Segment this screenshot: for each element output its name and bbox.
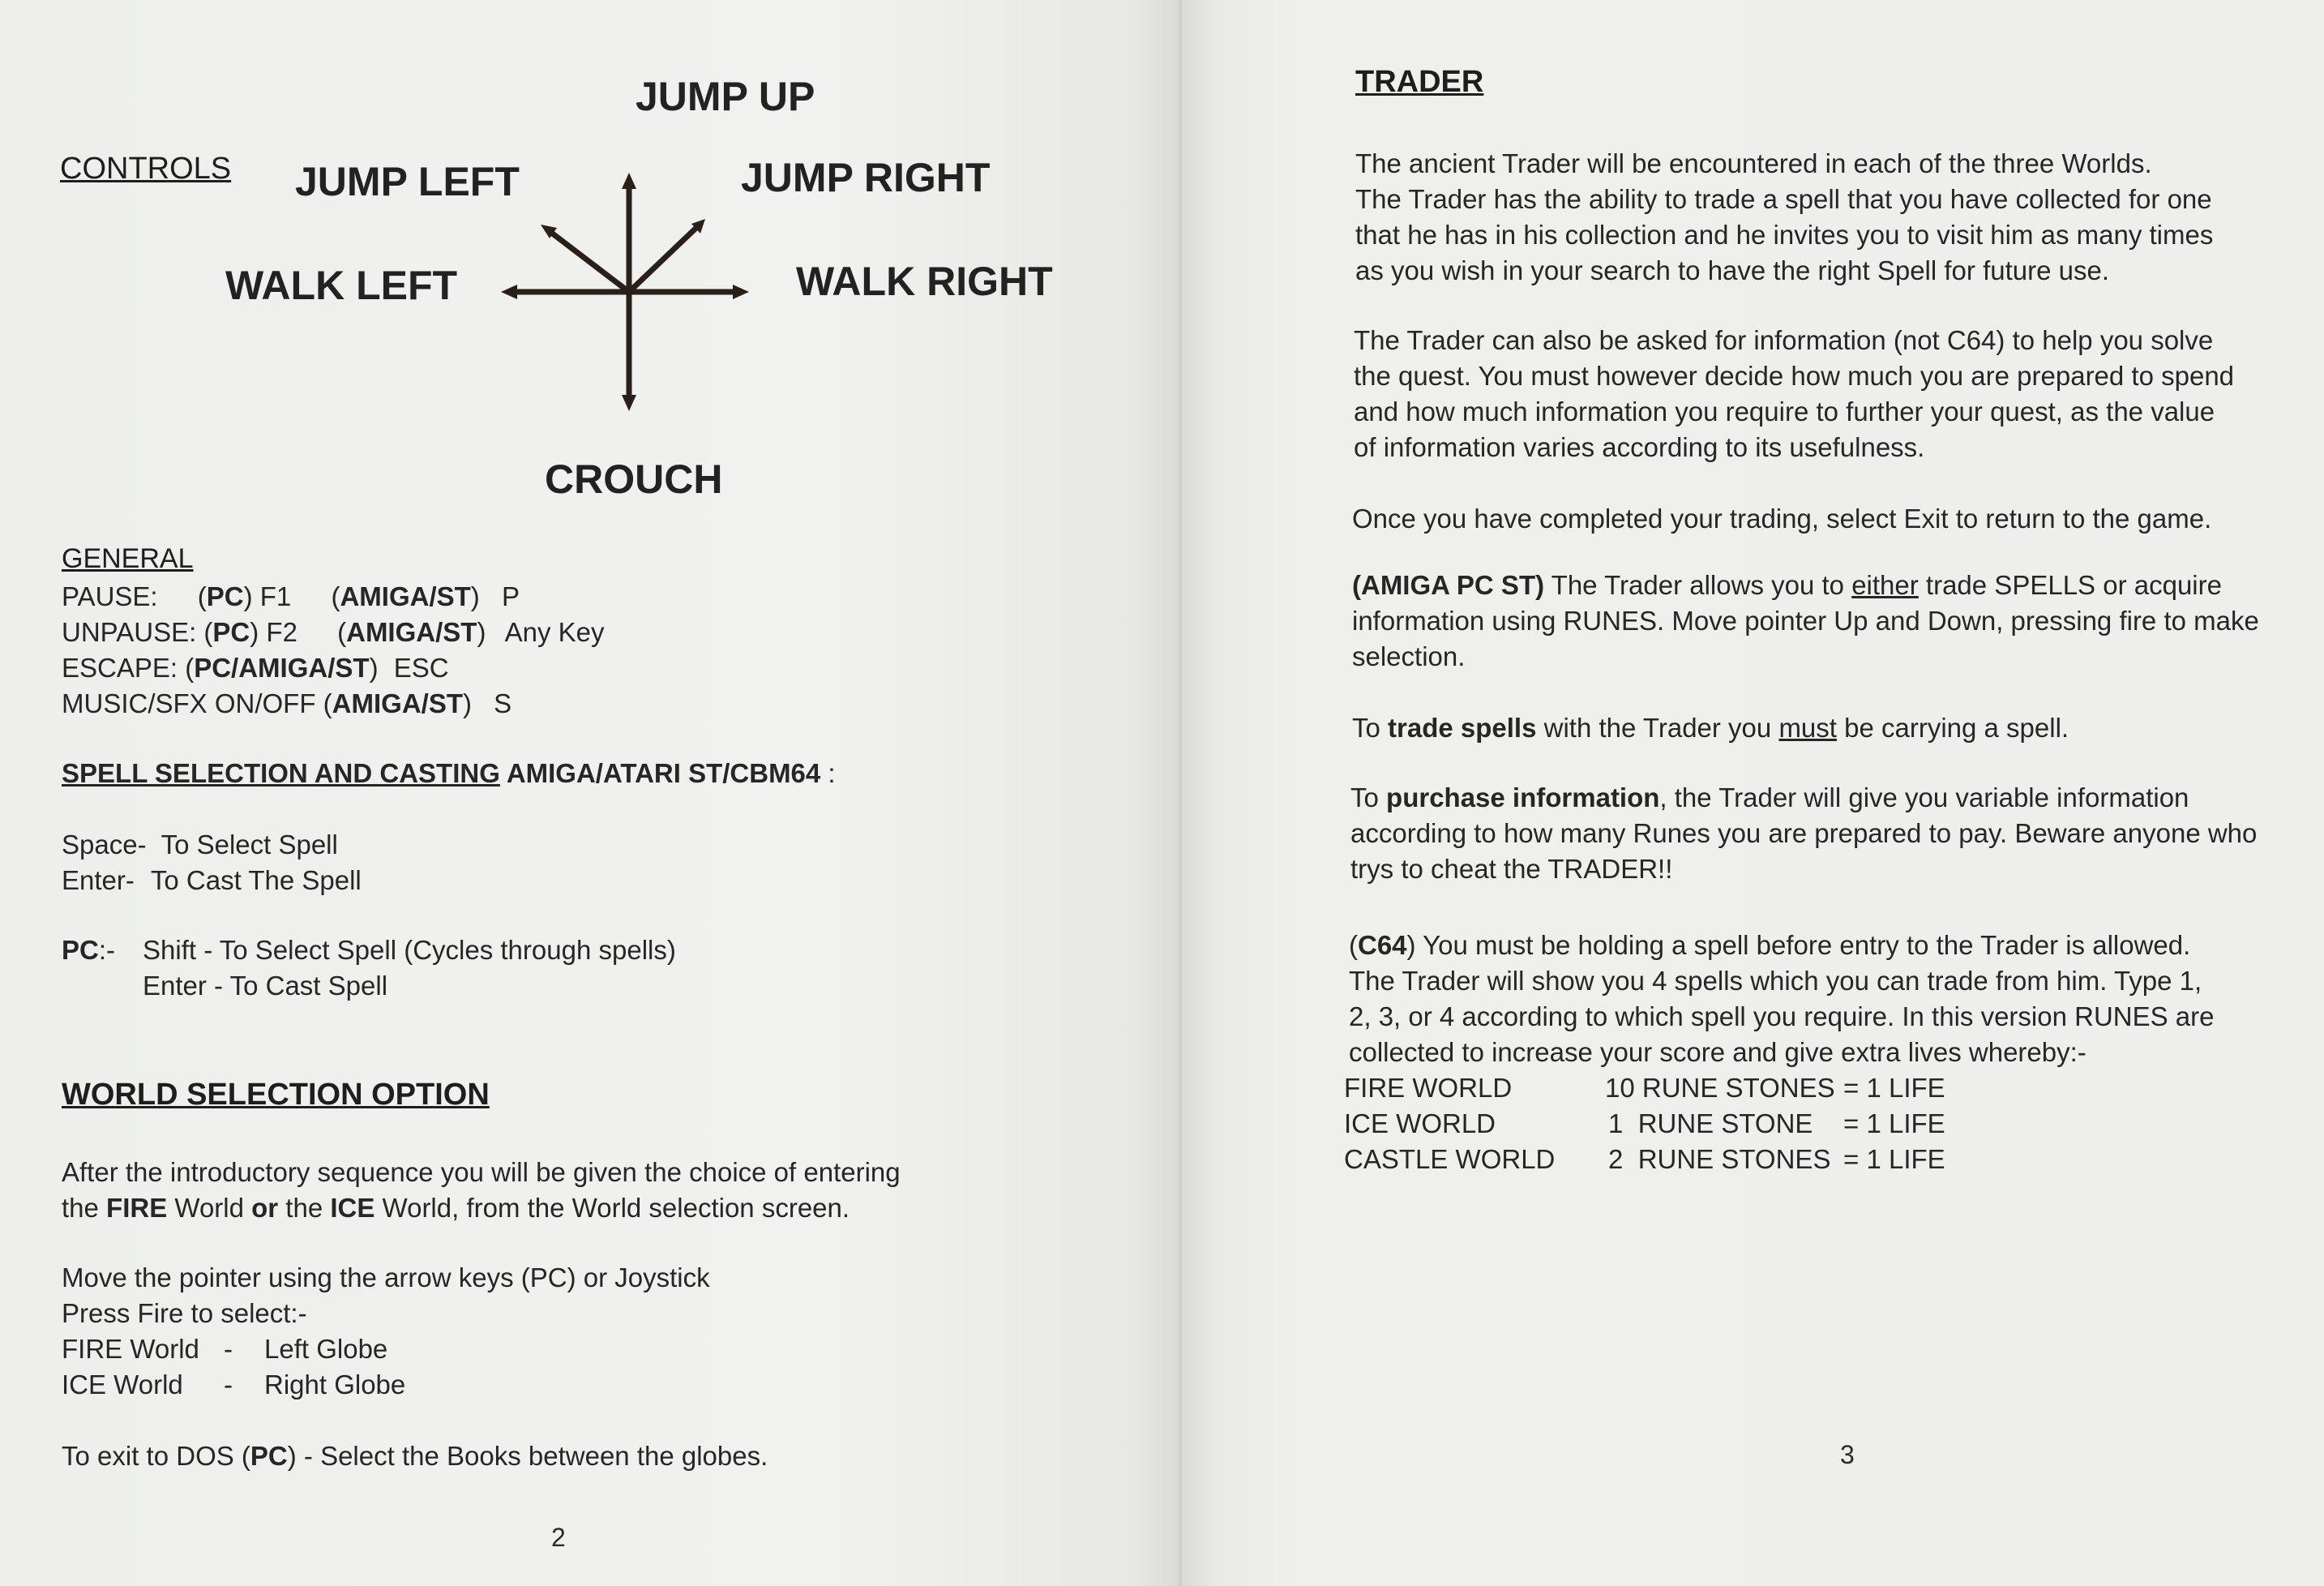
trader-p4-line3: selection. [1352, 641, 1466, 671]
trader-heading: TRADER [1355, 65, 1484, 99]
page-number-left: 2 [551, 1523, 566, 1552]
spell-selection-heading-row: SPELL SELECTION AND CASTING AMIGA/ATARI ST/CBM64 : [62, 758, 836, 788]
rune-world-castle: CASTLE WORLD [1344, 1144, 1556, 1174]
pc-enter-line: Enter - To Cast Spell [143, 971, 388, 1001]
general-heading: GENERAL [62, 543, 194, 574]
controls-heading: CONTROLS [60, 152, 232, 186]
jump-left-label: JUMP LEFT [295, 159, 520, 204]
world-para2-line2: Press Fire to select:- [62, 1298, 307, 1328]
spell-selection-heading: SPELL SELECTION AND CASTING [62, 758, 500, 788]
page-number-right: 3 [1840, 1440, 1855, 1469]
trader-p1-line3: that he has in his collection and he invites you to visit him as many times [1355, 220, 2214, 250]
trader-p7-line1: (C64) You must be holding a spell before entry to the Trader is allowed. [1349, 930, 2191, 960]
pc-spell-row-1: PC:- [62, 935, 116, 965]
rune-life-castle: = 1 LIFE [1843, 1144, 1945, 1174]
trader-p7-line2: The Trader will show you 4 spells which you can trade from him. Type 1, [1349, 966, 2202, 996]
trader-p4-line1: (AMIGA PC ST) The Trader allows you to either trade SPELLS or acquire [1352, 570, 2222, 600]
world-para1-line1: After the introductory sequence you will be given the choice of entering [62, 1157, 901, 1187]
exit-to-dos-line: To exit to DOS (PC) - Select the Books between the globes. [62, 1441, 768, 1471]
trader-p7-line4: collected to increase your score and give extra lives whereby:- [1349, 1037, 2086, 1067]
rune-world-ice: ICE WORLD [1344, 1108, 1496, 1138]
trader-p5: To trade spells with the Trader you must be carrying a spell. [1352, 713, 2069, 743]
music-row: MUSIC/SFX ON/OFF (AMIGA/ST) S [62, 688, 512, 718]
rune-stones-castle: 2 RUNE STONES [1608, 1144, 1831, 1174]
rune-stones-fire: 10 RUNE STONES [1605, 1073, 1835, 1103]
world-para2-line1: Move the pointer using the arrow keys (PC) or Joystick [62, 1262, 710, 1292]
trader-p2-line4: of information varies according to its usefulness. [1354, 432, 1925, 462]
jump-up-label: JUMP UP [636, 74, 815, 119]
rune-life-ice: = 1 LIFE [1843, 1108, 1945, 1138]
trader-p1-line1: The ancient Trader will be encountered in each of the three Worlds. [1355, 148, 2152, 178]
unpause-row: UNPAUSE: (PC) F2 (AMIGA/ST) Any Key [62, 617, 605, 647]
jump-right-label: JUMP RIGHT [741, 155, 991, 200]
right-page [1182, 0, 2324, 1586]
trader-p2-line1: The Trader can also be asked for information (not C64) to help you solve [1354, 325, 2214, 355]
trader-p2-line3: and how much information you require to further your quest, as the value [1354, 396, 2215, 427]
rune-stones-ice: 1 RUNE STONE [1608, 1108, 1813, 1138]
trader-p6-line3: trys to cheat the TRADER!! [1350, 854, 1673, 884]
walk-right-label: WALK RIGHT [796, 259, 1053, 304]
ice-world-globe: Right Globe [264, 1370, 406, 1400]
pause-row: PAUSE: (PC) F1 (AMIGA/ST) P [62, 581, 520, 611]
fire-world-globe: Left Globe [264, 1334, 388, 1364]
direction-arrows-icon [494, 166, 754, 426]
fire-world-dash: - [224, 1334, 233, 1364]
escape-row: ESCAPE: (PC/AMIGA/ST) ESC [62, 653, 449, 683]
trader-p4-line2: information using RUNES. Move pointer Up and Down, pressing fire to make [1352, 606, 2259, 636]
rune-life-fire: = 1 LIFE [1843, 1073, 1945, 1103]
ice-world-dash: - [224, 1370, 233, 1400]
rune-world-fire: FIRE WORLD [1344, 1073, 1513, 1103]
world-selection-heading: WORLD SELECTION OPTION [62, 1078, 490, 1112]
walk-left-label: WALK LEFT [225, 263, 458, 308]
enter-row: Enter- To Cast The Spell [62, 865, 362, 895]
trader-p6-line1: To purchase information, the Trader will give you variable information [1350, 782, 2189, 812]
trader-p1-line2: The Trader has the ability to trade a spell that you have collected for one [1355, 184, 2212, 214]
trader-p1-line4: as you wish in your search to have the right Spell for future use. [1355, 255, 2109, 285]
crouch-label: CROUCH [545, 457, 723, 502]
ice-world-label: ICE World [62, 1370, 183, 1400]
trader-p6-line2: according to how many Runes you are prepared to pay. Beware anyone who [1350, 818, 2258, 848]
fire-world-label: FIRE World [62, 1334, 199, 1364]
pc-shift-line: Shift - To Select Spell (Cycles through spells) [143, 935, 676, 965]
world-para1-line2: the FIRE World or the ICE World, from the World selection screen. [62, 1193, 850, 1223]
trader-p3: Once you have completed your trading, select Exit to return to the game. [1352, 504, 2212, 534]
trader-p7-line3: 2, 3, or 4 according to which spell you require. In this version RUNES are [1349, 1001, 2215, 1031]
space-row: Space- To Select Spell [62, 829, 338, 859]
trader-p2-line2: the quest. You must however decide how much you are prepared to spend [1354, 361, 2235, 391]
